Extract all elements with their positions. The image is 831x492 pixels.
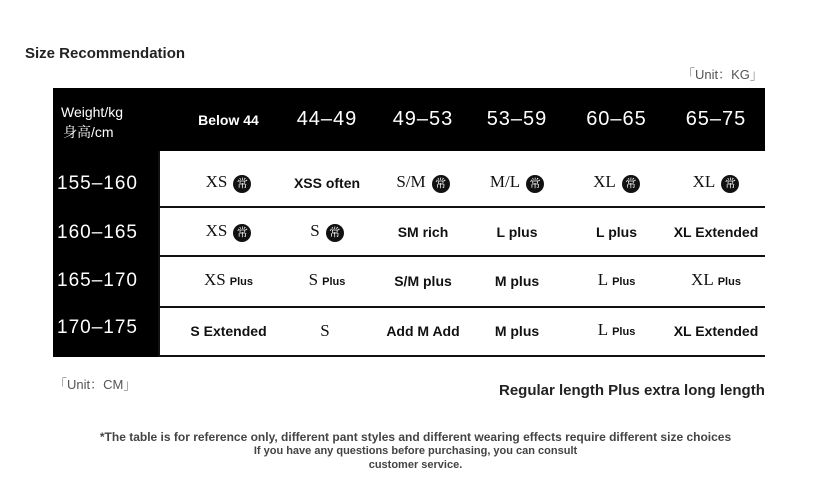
size-cell-content bbox=[693, 173, 740, 193]
common-size-badge-icon: 常 bbox=[622, 175, 640, 193]
size-note: S/M plus bbox=[394, 272, 452, 289]
disclaimer-line: customer service. bbox=[368, 459, 463, 471]
size-cell bbox=[276, 207, 378, 257]
weight-header-cell: Below 44 bbox=[198, 111, 259, 128]
size-note: XL Extended bbox=[673, 223, 759, 240]
size-note: L plus bbox=[596, 223, 637, 240]
size-cell bbox=[566, 306, 667, 356]
disclaimer bbox=[0, 430, 831, 472]
disclaimer-line: If you have any questions before purchasing, you can consult bbox=[253, 445, 578, 457]
height-row-label: 165–170 bbox=[57, 270, 138, 291]
size-cell bbox=[566, 207, 667, 257]
size-code: XL bbox=[692, 172, 716, 191]
unit-cm-label: 「Unit：CM」 bbox=[54, 377, 137, 392]
size-cell-content bbox=[398, 224, 449, 241]
size-code: M/L bbox=[489, 172, 521, 191]
size-cell-content bbox=[691, 271, 741, 291]
size-cell-content bbox=[593, 173, 640, 193]
common-size-badge-icon: 常 bbox=[233, 175, 251, 193]
size-cell bbox=[468, 306, 566, 356]
size-cell bbox=[276, 306, 378, 356]
size-code: S bbox=[320, 321, 330, 340]
size-cell bbox=[566, 158, 667, 208]
size-code: L bbox=[597, 270, 609, 289]
size-cell-content bbox=[495, 323, 539, 340]
size-code: XS bbox=[205, 221, 228, 240]
height-column bbox=[53, 151, 158, 357]
size-cell bbox=[468, 256, 566, 306]
size-cell bbox=[667, 158, 765, 208]
size-cell bbox=[378, 306, 468, 356]
size-cell bbox=[468, 158, 566, 208]
size-cell bbox=[378, 256, 468, 306]
size-code: XL bbox=[691, 270, 714, 289]
size-cell-content bbox=[310, 222, 343, 242]
size-note: L plus bbox=[496, 223, 538, 240]
size-cell bbox=[378, 158, 468, 208]
length-note: Regular length Plus extra long length bbox=[499, 382, 765, 399]
size-note: XL Extended bbox=[673, 322, 759, 339]
common-size-badge-icon: 常 bbox=[326, 224, 344, 242]
size-table bbox=[53, 88, 765, 357]
size-cell bbox=[566, 256, 667, 306]
size-cell-content bbox=[490, 173, 544, 193]
size-cell-content bbox=[204, 271, 253, 291]
size-cell bbox=[181, 207, 276, 257]
size-code: S bbox=[308, 270, 319, 289]
size-note: Plus bbox=[612, 326, 636, 338]
size-code: XS bbox=[205, 172, 228, 191]
size-cell-content bbox=[206, 173, 252, 193]
weight-header-cell: 53–59 bbox=[486, 108, 548, 130]
size-cell-content bbox=[309, 271, 346, 291]
height-row-label: 160–165 bbox=[57, 222, 138, 243]
table-header bbox=[53, 88, 765, 151]
height-row-label: 155–160 bbox=[57, 173, 138, 194]
size-cell-content bbox=[497, 224, 538, 241]
size-note: M plus bbox=[494, 322, 540, 339]
size-note: Plus bbox=[612, 276, 636, 288]
size-cell-content bbox=[598, 271, 636, 291]
page-title: Size Recommendation bbox=[25, 45, 186, 62]
size-note: M plus bbox=[494, 272, 540, 289]
height-axis-label: 身高/cm bbox=[63, 124, 114, 140]
size-cell-content bbox=[596, 224, 637, 241]
disclaimer-line: *The table is for reference only, different pant styles and different wearing effects require different size choices bbox=[99, 430, 732, 444]
size-cell bbox=[181, 256, 276, 306]
size-note: Plus bbox=[717, 276, 741, 288]
size-cell-content bbox=[394, 273, 452, 290]
common-size-badge-icon: 常 bbox=[526, 175, 544, 193]
size-cell bbox=[667, 256, 765, 306]
weight-header-cell: 65–75 bbox=[685, 108, 747, 130]
size-cell-content bbox=[206, 222, 252, 242]
size-cell-content bbox=[674, 224, 759, 241]
size-cell-content bbox=[386, 323, 459, 340]
size-cell-content bbox=[495, 273, 539, 290]
weight-header-cell: 60–65 bbox=[586, 108, 647, 130]
size-note: Add M Add bbox=[386, 322, 460, 339]
size-cell-content bbox=[598, 321, 636, 341]
weight-axis-label: Weight/kg bbox=[61, 104, 123, 120]
unit-kg-label: 「Unit：KG」 bbox=[682, 67, 763, 82]
size-code: XS bbox=[204, 270, 226, 289]
size-code: S bbox=[310, 221, 320, 240]
size-cell-content bbox=[674, 323, 759, 340]
size-note: SM rich bbox=[397, 223, 449, 240]
size-note: Plus bbox=[229, 276, 253, 288]
size-cell bbox=[181, 158, 276, 208]
size-cell-content bbox=[320, 322, 333, 340]
size-cell-content bbox=[294, 175, 360, 192]
weight-header-cell: 49–53 bbox=[392, 108, 454, 130]
size-cell bbox=[181, 306, 276, 356]
size-cell-content bbox=[396, 173, 449, 193]
common-size-badge-icon: 常 bbox=[432, 175, 450, 193]
size-cell bbox=[667, 207, 765, 257]
size-cell bbox=[276, 158, 378, 208]
common-size-badge-icon: 常 bbox=[721, 175, 739, 193]
size-note: Plus bbox=[322, 276, 346, 288]
size-code: L bbox=[597, 320, 609, 339]
size-cell bbox=[667, 306, 765, 356]
height-row-label: 170–175 bbox=[57, 317, 138, 338]
common-size-badge-icon: 常 bbox=[233, 224, 251, 242]
size-code: XL bbox=[593, 172, 616, 191]
size-cell-content bbox=[190, 323, 266, 340]
size-cell bbox=[276, 256, 378, 306]
size-cell bbox=[378, 207, 468, 257]
size-note: XSS often bbox=[293, 174, 361, 191]
size-note: S Extended bbox=[190, 322, 267, 339]
table-divider bbox=[158, 151, 160, 357]
weight-header-cell: 44–49 bbox=[296, 108, 358, 130]
size-code: S/M bbox=[396, 172, 426, 191]
size-cell bbox=[468, 207, 566, 257]
